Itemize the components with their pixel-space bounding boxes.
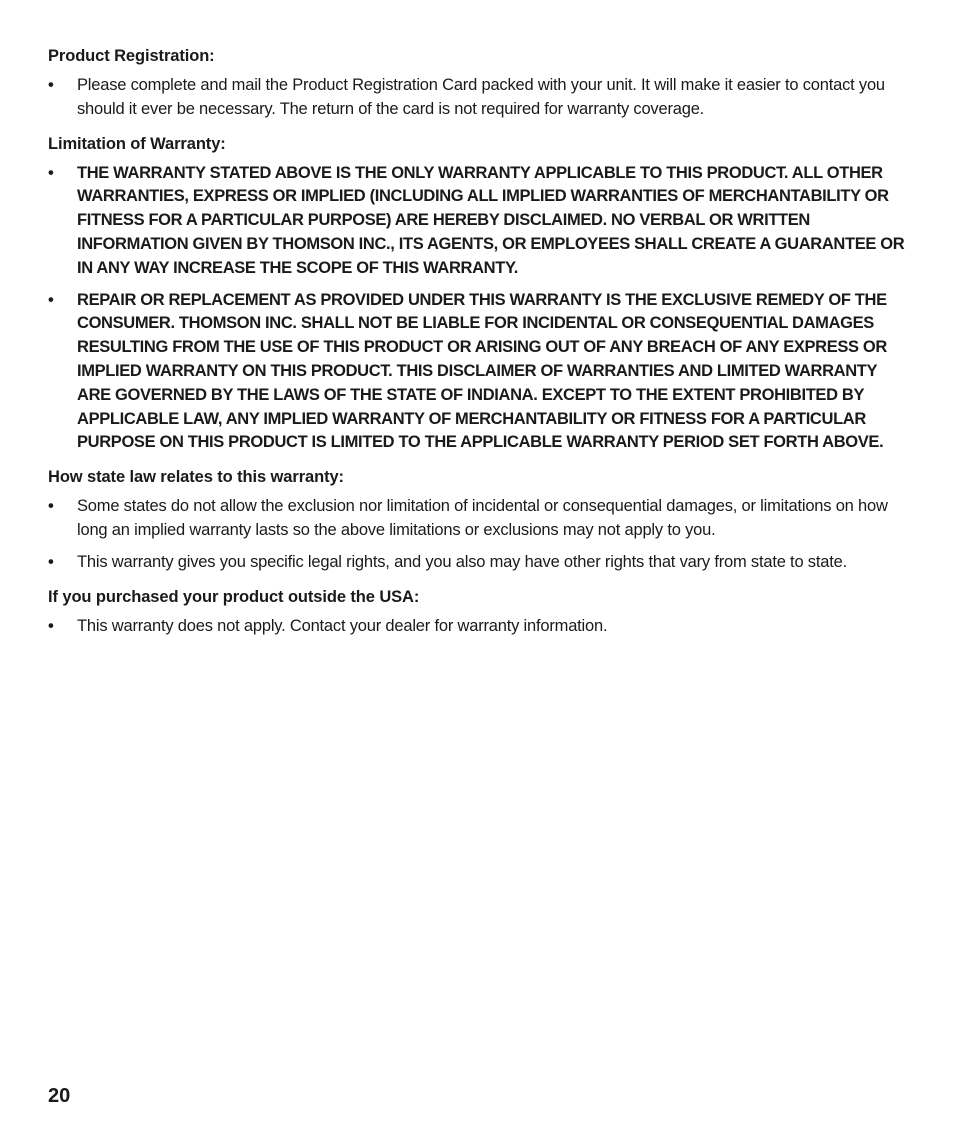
bullet-icon: • [48,76,54,94]
section-product-registration [48,44,908,122]
list-item [48,162,908,281]
bullet-icon: • [48,616,54,635]
list-item [48,615,908,639]
bullet-list [48,615,908,639]
list-item [48,495,908,543]
section-heading: Limitation of Warranty: [48,134,226,153]
list-item [48,289,908,456]
list-item [48,551,908,575]
section-heading: If you purchased your product outside the USA: [48,587,420,606]
list-item-text: This warranty does not apply. Contact your dealer for warranty information. [77,616,608,635]
bullet-icon: • [48,552,54,571]
section-heading: How state law relates to this warranty: [48,468,344,487]
bullet-icon: • [48,497,54,516]
bullet-icon: • [48,163,54,182]
list-item-text: THE WARRANTY STATED ABOVE IS THE ONLY WARRANTY APPLICABLE TO THIS PRODUCT. ALL OTHER WARRANTIES, EXPRESS OR IMPLIED (INCLUDING ALL IMPLIED WARRANTIES OF MERCHANTABILITY OR FITNESS FOR A PARTICULAR PURPOSE) ARE HEREBY DISCLAIMED. NO VERBAL OR WRITTEN INFORMATION GIVEN BY THOMSON INC., ITS AGENTS, OR EMPLOYEES SHALL CREATE A GUARANTEE OR IN ANY WAY INCREASE THE SCOPE OF THIS WARRANTY. [77,163,905,277]
list-item [48,74,908,122]
section-limitation-of-warranty [48,132,908,456]
bullet-icon: • [48,290,54,309]
list-item-text: Please complete and mail the Product Registration Card packed with your unit. It will make it easier to contact you should it ever be necessary. The return of the card is not required for warranty coverage. [77,76,885,118]
section-state-law [48,465,908,574]
section-outside-usa [48,585,908,639]
bullet-list [48,74,908,122]
page-number: 20 [48,1085,71,1107]
list-item-text: REPAIR OR REPLACEMENT AS PROVIDED UNDER THIS WARRANTY IS THE EXCLUSIVE REMEDY OF THE CONSUMER. THOMSON INC. SHALL NOT BE LIABLE FOR INCIDENTAL OR CONSEQUENTIAL DAMAGES RESULTING FROM THE USE OF THIS PRODUCT OR ARISING OUT OF ANY BREACH OF ANY EXPRESS OR IMPLIED WARRANTY ON THIS PRODUCT. THIS DISCLAIMER OF WARRANTIES AND LIMITED WARRANTY ARE GOVERNED BY THE LAWS OF THE STATE OF INDIANA. EXCEPT TO THE EXTENT PROHIBITED BY APPLICABLE LAW, ANY IMPLIED WARRANTY OF MERCHANTABILITY OR FITNESS FOR A PARTICULAR PURPOSE ON THIS PRODUCT IS LIMITED TO THE APPLICABLE WARRANTY PERIOD SET FORTH ABOVE. [77,290,887,452]
document-page [48,44,908,638]
bullet-list [48,162,908,456]
list-item-text: This warranty gives you specific legal rights, and you also may have other rights that vary from state to state. [77,552,847,571]
section-heading: Product Registration: [48,47,215,65]
list-item-text: Some states do not allow the exclusion nor limitation of incidental or consequential damages, or limitations on how long an implied warranty lasts so the above limitations or exclusions may not apply to you. [77,497,888,539]
bullet-list [48,495,908,574]
